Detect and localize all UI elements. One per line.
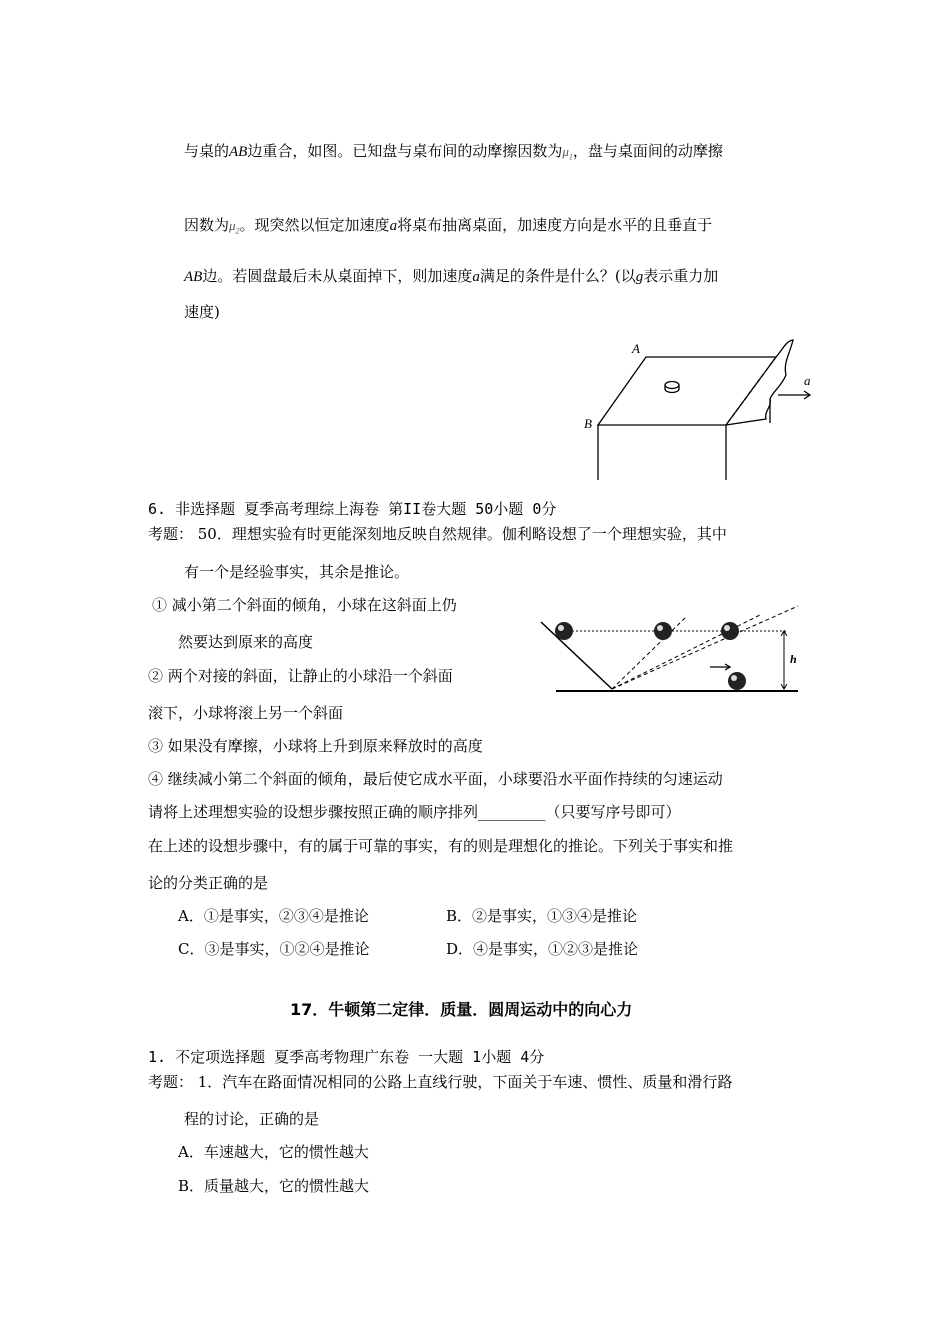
- p5-line1-pre: 与桌的: [184, 142, 230, 160]
- p1-header: 1. 不定项选择题 夏季高考物理广东卷 一大题 1小题 4分: [148, 1048, 545, 1066]
- p5-line2: [184, 214, 712, 236]
- p6-step1a: ① 减小第二个斜面的倾角，小球在这斜面上仍: [152, 596, 457, 614]
- p5-line1: [184, 140, 723, 162]
- p6-step4: ④ 继续减小第二个斜面的倾角，最后使它成水平面，小球要沿水平面作持续的匀速运动: [148, 770, 723, 788]
- section-17-title: 17．牛顿第二定律．质量．圆周运动中的向心力: [290, 1000, 633, 1019]
- table-figure: [578, 335, 828, 485]
- p5-line3-ab: AB: [184, 269, 203, 285]
- p5-line3-mid: 边。若圆盘最后未从桌面掉下，则加速度: [202, 267, 473, 285]
- p6-q1: 请将上述理想实验的设想步骤按照正确的顺序排列_________（只要写序号即可）: [148, 803, 681, 821]
- p6-header: 6. 非选择题 夏季高考理综上海卷 第II卷大题 50小题 0分: [148, 500, 557, 518]
- p5-line2-a: a: [389, 218, 398, 234]
- ball-left: [555, 622, 573, 640]
- p6-option-b: B．②是事实，①③④是推论: [446, 907, 638, 925]
- label-b-corner: B: [584, 416, 592, 431]
- p5-line1-mid: 边重合，如图。已知盘与桌布间的动摩擦因数为: [247, 142, 563, 160]
- p5-line3-g: g: [635, 269, 644, 285]
- p6-q2a: 在上述的设想步骤中，有的属于可靠的事实，有的则是理想化的推论。下列关于事实和推: [148, 837, 734, 855]
- p5-line4: 速度): [184, 303, 220, 321]
- p5-line3-mid2: 满足的条件是什么？(以: [479, 267, 636, 285]
- p6-step2b: 滚下，小球将滚上另一个斜面: [148, 704, 344, 722]
- p1-option-a: A．车速越大，它的惯性越大: [178, 1143, 369, 1161]
- p6-stem1: 考题： 50．理想实验有时更能深刻地反映自然规律。伽利略设想了一个理想实验，其中: [148, 525, 727, 543]
- p5-line3: [184, 265, 718, 286]
- p6-step1b: 然要达到原来的高度: [178, 633, 314, 651]
- right-incline-steep: [612, 617, 686, 689]
- p6-step3: ③ 如果没有摩擦，小球将上升到原来释放时的高度: [148, 737, 483, 755]
- p6-q2b: 论的分类正确的是: [148, 874, 269, 892]
- p5-line3-a: a: [472, 269, 480, 285]
- ball-ground: [728, 672, 746, 690]
- p1-stem2: 程的讨论，正确的是: [184, 1110, 320, 1128]
- p5-line1-post: ，盘与桌面间的动摩擦: [572, 142, 723, 160]
- table-top: [598, 357, 776, 425]
- p6-option-a: A．①是事实，②③④是推论: [178, 907, 369, 925]
- p5-line1-ab: AB: [229, 144, 248, 160]
- label-accel: a: [804, 373, 811, 388]
- ball-right: [721, 622, 739, 640]
- left-incline: [541, 622, 612, 689]
- right-incline-shallow: [612, 606, 798, 689]
- inclines-figure: [536, 600, 806, 700]
- p1-stem1: 考题： 1．汽车在路面情况相同的公路上直线行驶，下面关于车速、惯性、质量和滑行路: [148, 1073, 733, 1091]
- p6-stem2: 有一个是经验事实，其余是推论。: [184, 563, 410, 581]
- disc: [665, 382, 679, 389]
- ball-middle: [654, 622, 672, 640]
- label-h: h: [790, 652, 797, 666]
- p6-option-d: D．④是事实，①②③是推论: [446, 940, 639, 958]
- p5-line2-post: 将桌布抽离桌面，加速度方向是水平的且垂直于: [397, 216, 713, 234]
- p6-option-c: C．③是事实，①②④是推论: [178, 940, 370, 958]
- p1-option-b: B．质量越大，它的惯性越大: [178, 1177, 370, 1195]
- p5-line3-post: 表示重力加: [643, 267, 719, 285]
- p5-line2-mid: 。现突然以恒定加速度: [239, 216, 390, 234]
- p5-line2-mu: $\mu_2$: [229, 218, 240, 236]
- label-a-corner: A: [632, 341, 640, 356]
- p6-step2a: ② 两个对接的斜面，让静止的小球沿一个斜面: [148, 667, 453, 685]
- p5-line1-mu: $\mu_1$: [562, 144, 573, 162]
- p5-line2-pre: 因数为: [184, 216, 230, 234]
